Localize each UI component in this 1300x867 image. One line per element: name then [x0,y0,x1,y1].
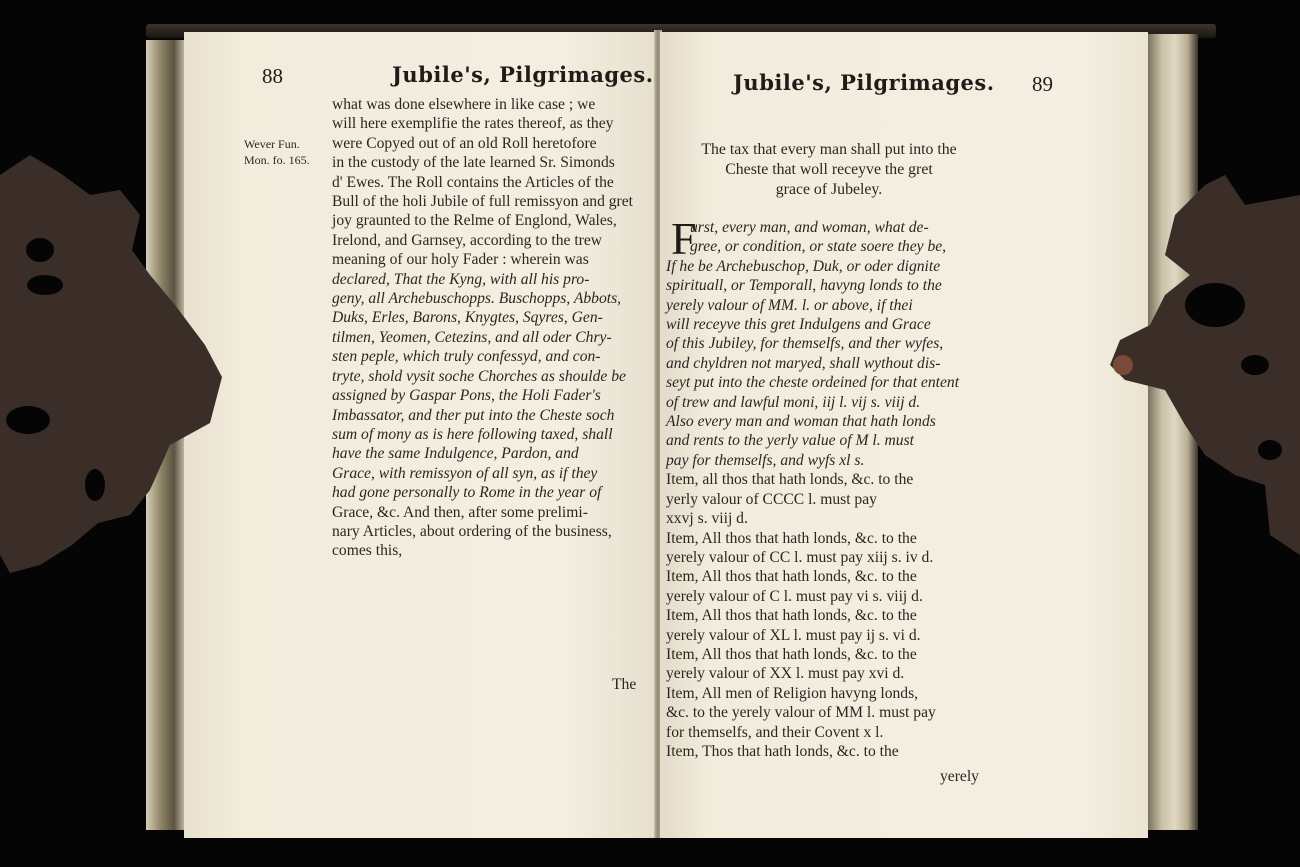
text-line: Item, All thos that hath londs, &c. to the [666,568,917,586]
margin-note-line: Wever Fun. [244,137,300,151]
text-line: joy graunted to the Relme of Englond, Wales, [332,212,617,230]
text-line: Irelond, and Garnsey, according to the trew [332,231,603,249]
text-line: yerely valour of CC l. must pay xiij s. iv d. [666,548,934,566]
right-page-number: 89 [1032,72,1053,96]
text-line: sten peple, which truly confessyd, and con- [332,348,601,366]
text-line: tryte, shold vysit soche Chorches as shoulde be [332,367,626,385]
left-clasp-image [0,155,225,575]
text-line: Grace, with remissyon of all syn, as if they [332,464,598,482]
text-line: yerely valour of XX l. must pay xvi d. [666,665,905,683]
text-line: of this Jubiley, for themselfs, and ther wyfes, [666,335,944,353]
text-line: Also every man and woman that hath londs [666,413,936,431]
text-line: Item, Thos that hath londs, &c. to the [666,742,899,760]
right-page-text [666,213,986,761]
text-line: of trew and lawful moni, iij l. vij s. viij d. [666,393,921,411]
text-line: comes this, [332,542,403,560]
text-line: assigned by Gaspar Pons, the Holi Fader's [332,387,601,405]
text-line: and rents to the yerly value of M l. must [666,432,915,450]
left-page-text [332,95,644,561]
tax-heading-line: The tax that every man shall put into the [701,141,957,158]
text-line: If he be Archebuschop, Duk, or oder dignite [666,257,941,275]
text-line: tilmen, Yeomen, Cetezins, and all oder Chry- [332,328,612,346]
text-line: spirituall, or Temporall, havyng londs to the [666,277,942,295]
text-line: yerely valour of MM. l. or above, if thei [666,296,913,314]
text-line: meaning of our holy Fader : wherein was [332,251,589,269]
text-line: yerely valour of XL l. must pay ij s. vi d. [666,626,921,644]
text-line: declared, That the Kyng, with all his pro- [332,270,590,288]
text-line: Duks, Erles, Barons, Knygtes, Sqyres, Gen- [332,309,603,327]
text-line: in the custody of the late learned Sr. Simonds [332,154,615,172]
text-line: &c. to the yerely valour of MM l. must pay [666,704,936,722]
text-line: xxvj s. viij d. [666,510,748,528]
text-line: Item, All thos that hath londs, &c. to the [666,645,917,663]
text-line: gree, or condition, or state soere they be, [690,238,947,256]
text-line: pay for themselfs, and wyfs xl s. [666,451,865,469]
text-line: were Copyed out of an old Roll heretofore [332,134,597,152]
text-line: and chyldren not maryed, shall wythout dis- [666,354,941,372]
text-line: seyt put into the cheste ordeined for that entent [666,374,960,392]
left-catchword: The [612,676,637,693]
tax-heading [666,140,992,199]
text-line: urst, every man, and woman, what de- [690,219,929,236]
text-line: sum of mony as is here following taxed, shall [332,425,613,443]
text-line: will receyve this gret Indulgens and Grace [666,316,931,334]
text-line: nary Articles, about ordering of the business, [332,522,612,540]
text-line: yerly valour of CCCC l. must pay [666,490,877,508]
right-clasp-image [1105,175,1300,555]
margin-note-line: Mon. fo. 165. [244,153,310,167]
text-line: geny, all Archebuschopps. Buschopps, Abbots, [332,290,622,308]
left-page-number: 88 [262,64,283,88]
text-line: Item, All thos that hath londs, &c. to the [666,529,917,547]
text-line: will here exemplifie the rates thereof, as they [332,115,614,133]
text-line: d' Ewes. The Roll contains the Articles of the [332,173,614,191]
text-line: Item, All men of Religion havyng londs, [666,684,919,702]
text-line: what was done elsewhere in like case ; we [332,96,596,113]
text-line: Grace, &c. And then, after some prelimi- [332,503,588,521]
show-through-text [330,580,630,740]
text-line: Item, all thos that hath londs, &c. to the [666,471,914,489]
tax-heading-line: Cheste that woll receyve the gret [725,160,933,178]
drop-capital: F [671,213,697,264]
text-line: have the same Indulgence, Pardon, and [332,445,579,463]
margin-note [244,136,310,168]
right-running-head: Jubile's, Pilgrimages. [733,70,995,95]
text-line: Bull of the holi Jubile of full remissyon and gret [332,193,634,211]
text-line: yerely valour of C l. must pay vi s. viij d. [666,587,923,605]
text-line: for themselfs, and their Covent x l. [666,723,884,741]
text-line: Item, All thos that hath londs, &c. to the [666,607,917,625]
left-running-head: Jubile's, Pilgrimages. [392,62,654,87]
right-catchword: yerely [940,768,979,785]
tax-heading-line: grace of Jubeley. [775,180,883,198]
text-line: had gone personally to Rome in the year of [332,484,602,502]
text-line: Imbassator, and ther put into the Cheste soch [332,406,615,424]
